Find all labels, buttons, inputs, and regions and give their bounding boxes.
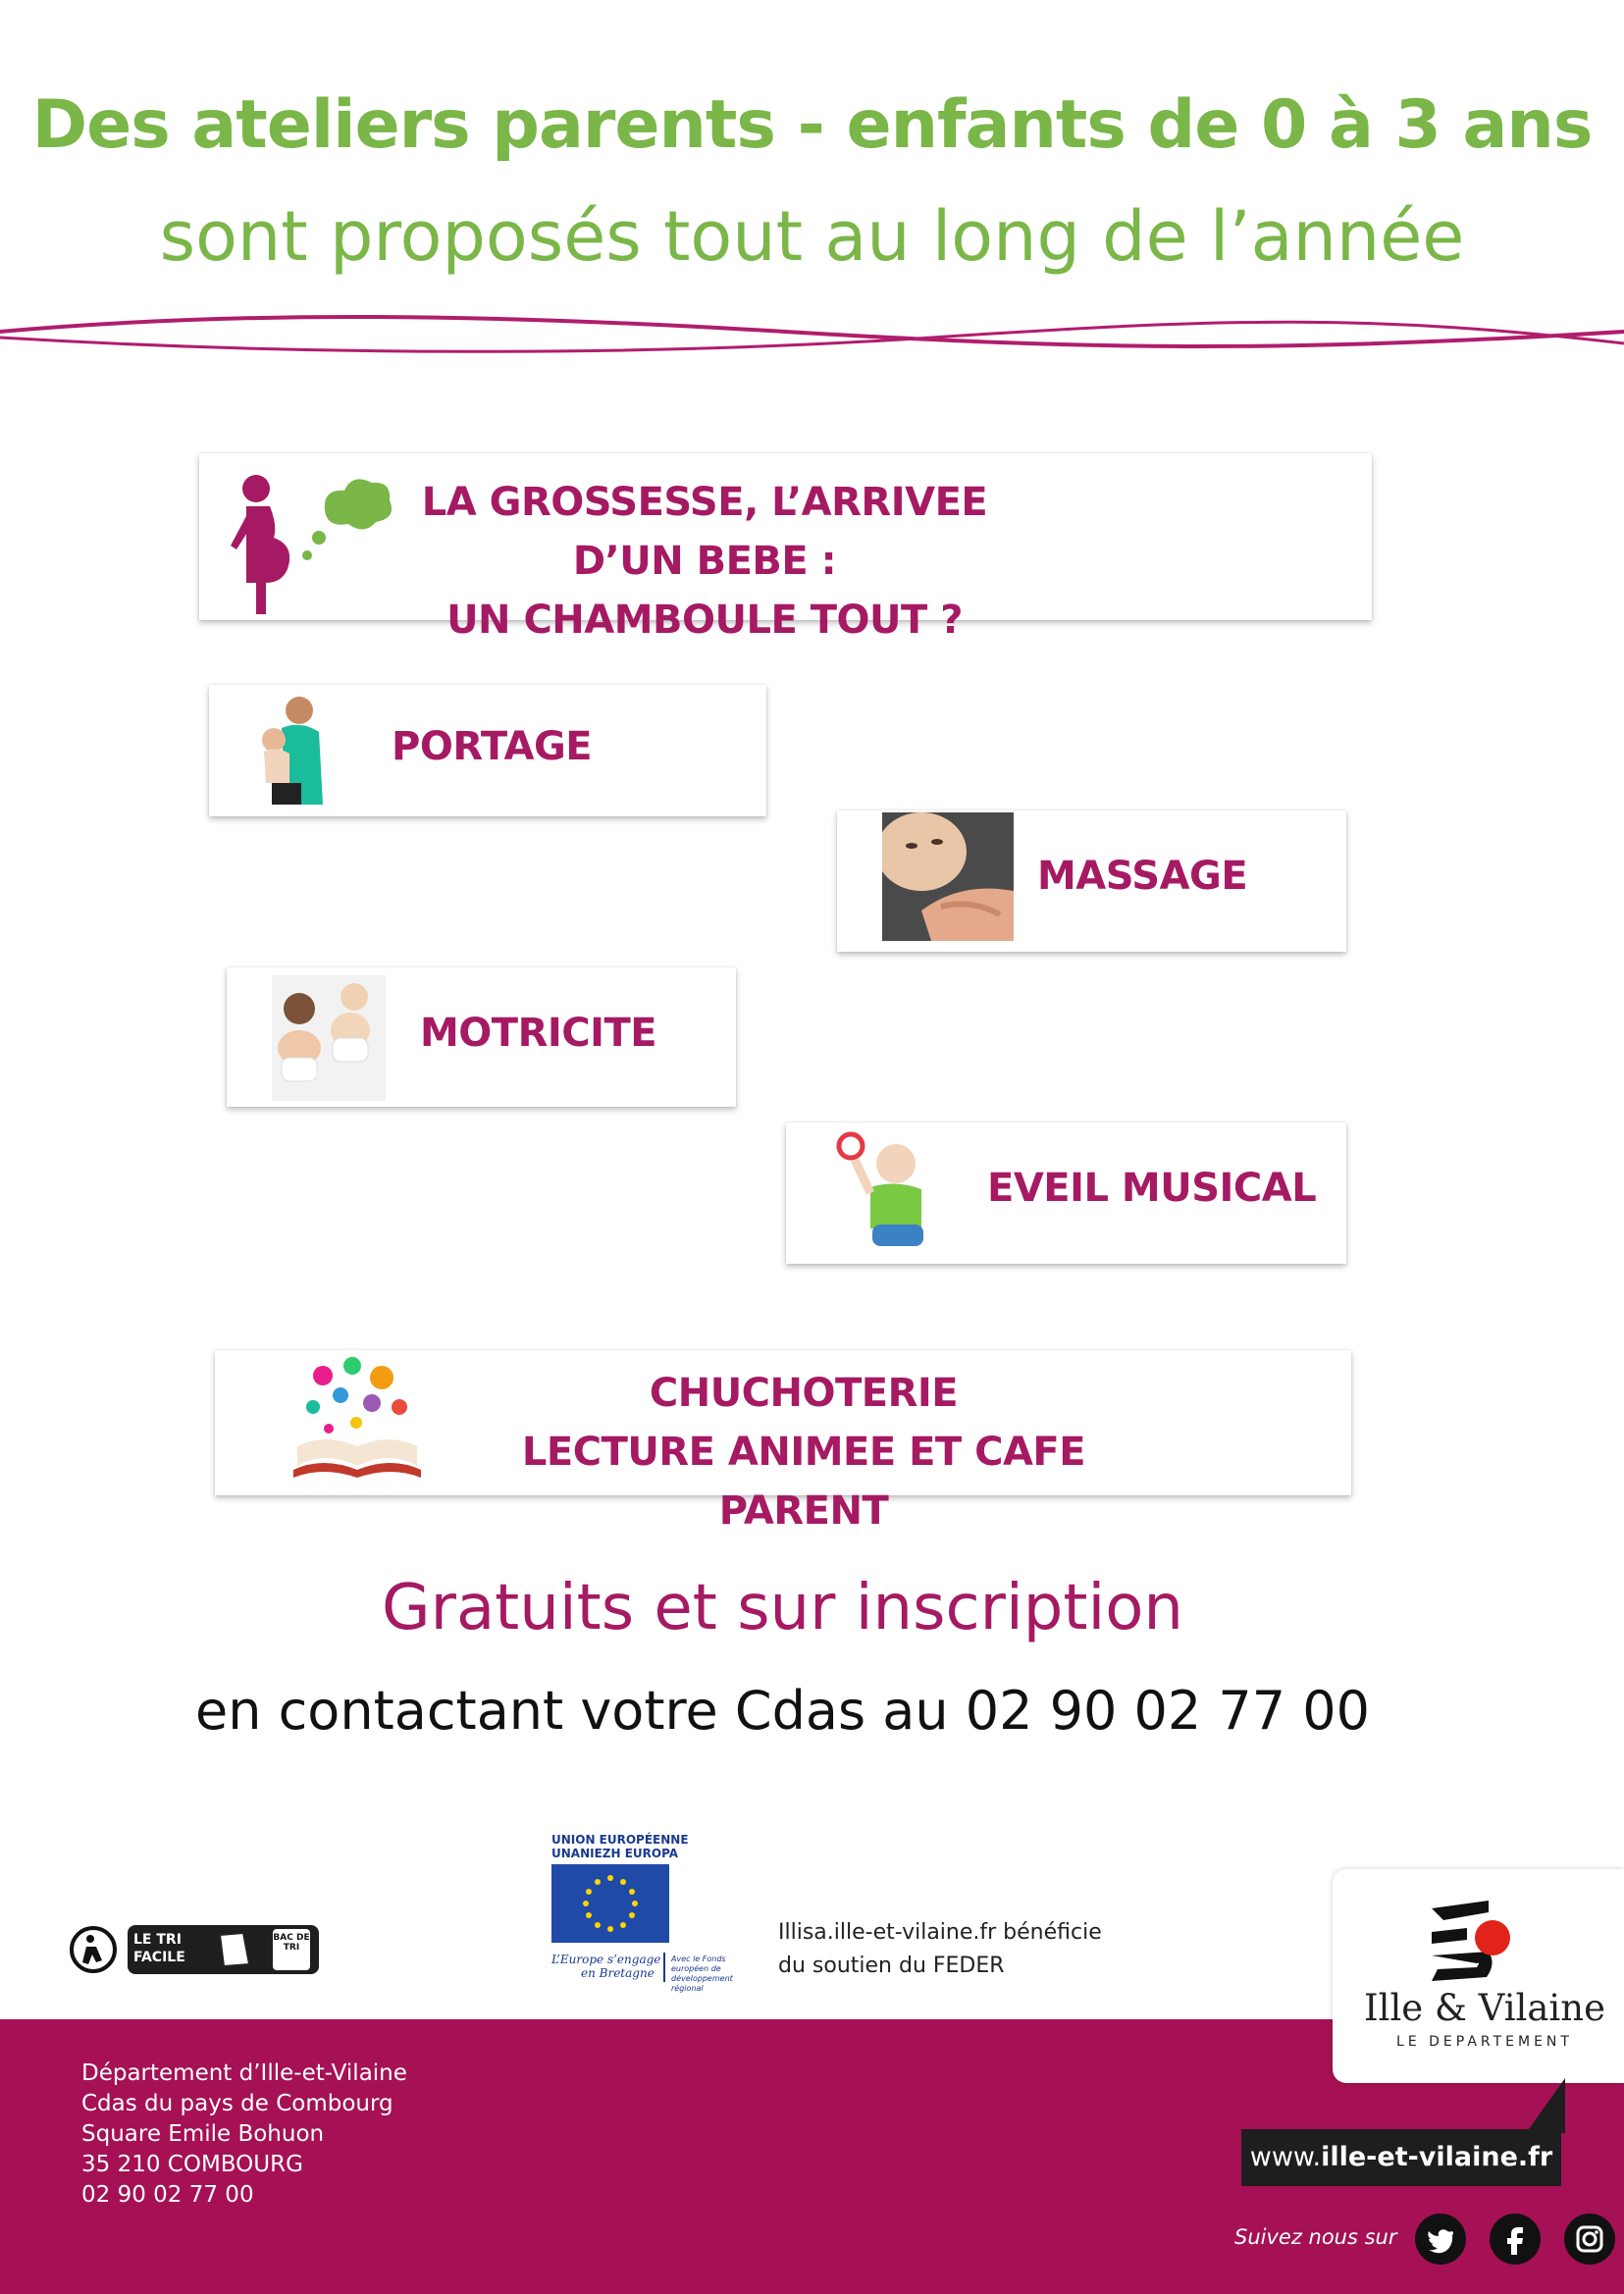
page-title: Des ateliers parents - enfants de 0 à 3 ans [31, 86, 1593, 164]
address-line5: 02 90 02 77 00 [81, 2182, 254, 2208]
wave-divider [0, 304, 1624, 363]
eu-caption-line2: en Bretagne [581, 1966, 655, 1980]
eveil-musical-label: EVEIL MUSICAL [987, 1166, 1317, 1211]
eu-divider [663, 1953, 665, 1982]
brand-name: Ille & Vilaine [1364, 1987, 1605, 2029]
pregnant-woman-icon [217, 467, 393, 614]
grossesse-line1: LA GROSSESSE, L’ARRIVEE D’UN BEBE : [421, 480, 988, 584]
triman-icon [69, 1925, 122, 1974]
address-line1: Département d’Ille-et-Vilaine [81, 2060, 407, 2086]
paper-icon [214, 1931, 253, 1968]
ille-et-vilaine-logo-icon [1428, 1899, 1526, 1983]
instagram-icon[interactable] [1564, 2214, 1615, 2265]
grossesse-line2: UN CHAMBOULE TOUT ? [446, 598, 963, 643]
workshop-card-chuchoterie [215, 1350, 1351, 1534]
facebook-icon[interactable] [1490, 2214, 1541, 2265]
address-line3: Square Emile Bohuon [81, 2121, 325, 2147]
workshop-card-massage [837, 810, 1346, 952]
website-main: ille-et-vilaine.fr [1321, 2142, 1553, 2172]
feder-line2: du soutien du FEDER [778, 1954, 1005, 1978]
workshop-card-grossesse [199, 453, 1372, 643]
address-line2: Cdas du pays de Combourg [81, 2091, 393, 2116]
motricite-photo [272, 975, 386, 1101]
contact-info: en contactant votre Cdas au 02 90 02 77 00 [195, 1680, 1370, 1742]
chuchoterie-line2: LECTURE ANIMEE ET CAFE PARENT [521, 1430, 1086, 1534]
portage-photo [246, 689, 337, 805]
workshop-card-eveil-musical [786, 1122, 1346, 1264]
price-info: Gratuits et sur inscription [382, 1572, 1183, 1644]
portage-label: PORTAGE [392, 724, 593, 769]
bac-de-tri-icon: BAC DE TRI [273, 1929, 310, 1970]
open-book-icon [284, 1352, 431, 1486]
workshop-card-portage [209, 685, 766, 816]
eu-label-line1: UNION EUROPÉENNE [551, 1833, 689, 1847]
follow-label: Suivez nous sur [1234, 2225, 1397, 2249]
address-line4: 35 210 COMBOURG [81, 2152, 303, 2177]
website-link[interactable] [1241, 2129, 1561, 2186]
page-subtitle: sont proposés tout au long de l’année [159, 196, 1465, 277]
address-block [81, 2059, 407, 2211]
workshop-card-motricite [227, 967, 736, 1107]
eu-flag-icon [551, 1864, 669, 1943]
speech-tail-decoration [1526, 2078, 1565, 2133]
brand-subtitle: LE DEPARTEMENT [1396, 2034, 1573, 2050]
eu-caption-line1: L’Europe s’engage [551, 1953, 661, 1966]
feder-line1: Illisa.ille-et-vilaine.fr bénéficie [778, 1920, 1102, 1945]
eu-label-line2: UNANIEZH EUROPA [551, 1847, 679, 1860]
massage-photo [882, 812, 1014, 941]
eu-fund-text: Avec le Fonds européen de développement régional [671, 1955, 733, 1993]
chuchoterie-line1: CHUCHOTERIE [649, 1371, 959, 1416]
tri-label: LE TRI [133, 1932, 182, 1948]
eveil-musical-photo [831, 1130, 945, 1256]
twitter-icon[interactable] [1415, 2214, 1466, 2265]
facile-label: FACILE [133, 1950, 185, 1965]
motricite-label: MOTRICITE [420, 1011, 657, 1056]
website-prefix: www. [1249, 2142, 1322, 2172]
recycling-logos [69, 1921, 320, 1978]
massage-label: MASSAGE [1037, 854, 1248, 899]
